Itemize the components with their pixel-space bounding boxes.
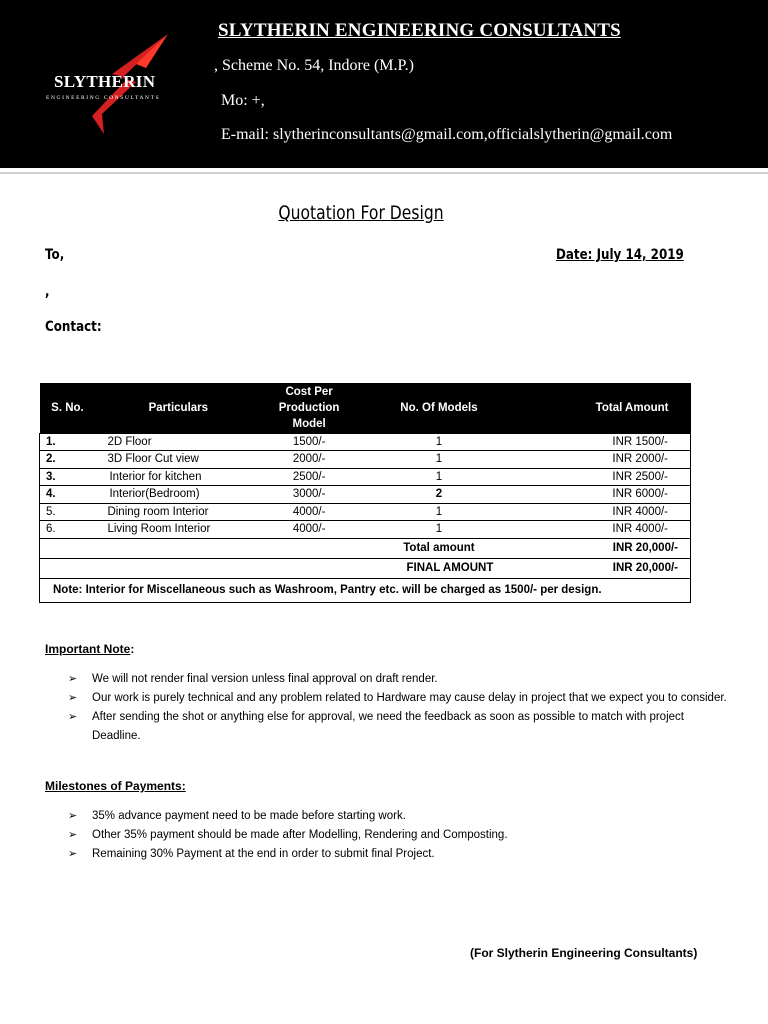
letterhead-banner xyxy=(0,0,768,168)
list-item-text: 35% advance payment need to be made before starting work. xyxy=(92,810,406,822)
cell-sno: 6. xyxy=(40,521,96,539)
cell-cost: 2000/- xyxy=(261,451,357,469)
important-note-title: Important Note xyxy=(45,642,131,656)
cell-sno: 3. xyxy=(40,468,96,486)
company-email: E-mail: slytherinconsultants@gmail.com,officialslytherin@gmail.com xyxy=(221,126,673,143)
header-cost: Cost Per Production Model xyxy=(261,383,357,433)
document-title: Quotation For Design xyxy=(278,202,444,224)
table-row xyxy=(40,451,691,469)
table-row xyxy=(40,433,691,451)
final-amount-label: FINAL AMOUNT xyxy=(357,558,521,578)
table-note-row xyxy=(40,578,691,602)
cell-total: INR 2500/- xyxy=(521,468,691,486)
cell-total: INR 4000/- xyxy=(521,521,691,539)
list-item-text: After sending the shot or anything else for approval, we need the feedback as soon as possible to match with project Deadline. xyxy=(92,711,684,742)
cell-particulars: 2D Floor xyxy=(95,433,261,451)
cell-cost: 2500/- xyxy=(261,468,357,486)
total-row xyxy=(40,538,691,558)
cell-models: 2 xyxy=(357,486,521,504)
recipient-address: , xyxy=(45,284,50,300)
header-particulars: Particulars xyxy=(95,383,261,433)
logo-wordmark: SLYTHERIN xyxy=(54,72,156,91)
important-note-heading xyxy=(45,642,134,656)
list-item xyxy=(68,708,728,746)
cell-models: 1 xyxy=(357,503,521,521)
cell-total: INR 6000/- xyxy=(521,486,691,504)
list-item-text: Our work is purely technical and any problem related to Hardware may cause delay in project that we expect you to consider. xyxy=(92,692,727,704)
cell-sno: 4. xyxy=(40,486,96,504)
total-amount-value: INR 20,000/- xyxy=(521,538,691,558)
cell-cost: 3000/- xyxy=(261,486,357,504)
milestones-heading xyxy=(45,779,186,793)
list-item xyxy=(68,689,728,708)
header-divider xyxy=(0,172,768,174)
arrow-bullet-icon: ➢ xyxy=(68,711,78,723)
recipient-label: To, xyxy=(45,247,65,263)
cell-cost: 4000/- xyxy=(261,503,357,521)
cell-total: INR 2000/- xyxy=(521,451,691,469)
cell-models: 1 xyxy=(357,521,521,539)
cell-cost: 4000/- xyxy=(261,521,357,539)
quotation-table xyxy=(39,383,691,603)
total-amount-label: Total amount xyxy=(357,538,521,558)
arrow-bullet-icon: ➢ xyxy=(68,673,78,685)
list-item-text: We will not render final version unless final approval on draft render. xyxy=(92,673,438,685)
cell-particulars: Dining room Interior xyxy=(95,503,261,521)
header-sno: S. No. xyxy=(40,383,96,433)
milestones-title: Milestones of Payments: xyxy=(45,779,186,793)
arrow-bullet-icon: ➢ xyxy=(68,810,78,822)
list-item xyxy=(68,807,728,826)
logo-subtitle: ENGINEERING CONSULTANTS xyxy=(46,95,161,101)
cell-sno: 5. xyxy=(40,503,96,521)
signature-line: (For Slytherin Engineering Consultants) xyxy=(470,946,698,960)
list-item xyxy=(68,845,728,864)
table-note: Note: Interior for Miscellaneous such as Washroom, Pantry etc. will be charged as 1500/- per design. xyxy=(40,578,691,602)
company-logo xyxy=(40,30,190,142)
arrow-bullet-icon: ➢ xyxy=(68,848,78,860)
cell-particulars: Interior for kitchen xyxy=(95,468,261,486)
important-note-list xyxy=(68,670,728,746)
table-header-row xyxy=(40,383,691,433)
table-row xyxy=(40,486,691,504)
cell-models: 1 xyxy=(357,451,521,469)
list-item-text: Other 35% payment should be made after Modelling, Rendering and Composting. xyxy=(92,829,508,841)
important-note-colon: : xyxy=(130,642,135,656)
company-address: , Scheme No. 54, Indore (M.P.) xyxy=(214,57,414,74)
cell-models: 1 xyxy=(357,433,521,451)
arrow-bullet-icon: ➢ xyxy=(68,692,78,704)
company-mobile: Mo: +, xyxy=(221,92,265,109)
contact-label: Contact: xyxy=(45,319,102,335)
cell-particulars: Living Room Interior xyxy=(95,521,261,539)
cell-cost: 1500/- xyxy=(261,433,357,451)
cell-sno: 2. xyxy=(40,451,96,469)
cell-total: INR 4000/- xyxy=(521,503,691,521)
cell-sno: 1. xyxy=(40,433,96,451)
company-name: SLYTHERIN ENGINEERING CONSULTANTS xyxy=(218,20,621,41)
cell-particulars: 3D Floor Cut view xyxy=(95,451,261,469)
cell-particulars: Interior(Bedroom) xyxy=(95,486,261,504)
final-amount-value: INR 20,000/- xyxy=(521,558,691,578)
quotation-date: Date: July 14, 2019 xyxy=(556,247,684,263)
milestones-list xyxy=(68,807,728,864)
cell-total: INR 1500/- xyxy=(521,433,691,451)
list-item xyxy=(68,670,728,689)
header-total: Total Amount xyxy=(521,383,691,433)
list-item-text: Remaining 30% Payment at the end in order to submit final Project. xyxy=(92,848,435,860)
final-amount-row xyxy=(40,558,691,578)
header-models: No. Of Models xyxy=(357,383,521,433)
table-row xyxy=(40,503,691,521)
arrow-bullet-icon: ➢ xyxy=(68,829,78,841)
table-row xyxy=(40,521,691,539)
table-row xyxy=(40,468,691,486)
list-item xyxy=(68,826,728,845)
cell-models: 1 xyxy=(357,468,521,486)
